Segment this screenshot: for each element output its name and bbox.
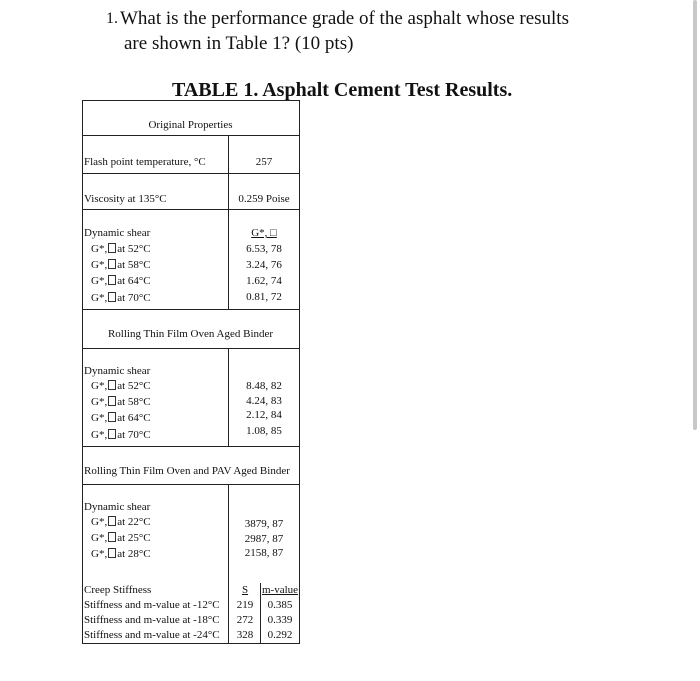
section-header-rtfo: Rolling Thin Film Oven Aged Binder xyxy=(107,328,274,340)
creep-s-header: S xyxy=(241,584,249,596)
table-title: TABLE 1. Asphalt Cement Test Results. xyxy=(172,79,513,101)
shear-row-label: G*, at 58°C xyxy=(91,259,151,271)
vertical-scrollbar[interactable] xyxy=(693,0,697,430)
rule xyxy=(83,446,299,447)
creep-row-m: 0.385 xyxy=(267,599,293,611)
shear-row-label: G*, at 64°C xyxy=(91,412,151,424)
creep-row-m: 0.339 xyxy=(267,614,293,626)
rule xyxy=(83,209,299,210)
delta-symbol-icon xyxy=(108,243,116,253)
creep-row-m: 0.292 xyxy=(267,629,293,641)
shear-row-label: G*, at 25°C xyxy=(91,532,151,544)
shear-row-label: G*, at 52°C xyxy=(91,380,151,392)
shear-row-value: 0.81, 72 xyxy=(246,291,282,303)
flash-value: 257 xyxy=(255,156,273,168)
shear-row-value: 2158, 87 xyxy=(244,547,284,559)
delta-symbol-icon xyxy=(108,548,116,558)
shear-row-label: G*, at 58°C xyxy=(91,396,151,408)
delta-symbol-icon xyxy=(108,429,116,439)
delta-symbol-icon xyxy=(108,380,116,390)
creep-row-label: Stiffness and m-value at -12°C xyxy=(84,599,220,611)
delta-symbol-icon xyxy=(108,396,116,406)
section-header-original: Original Properties xyxy=(148,119,233,131)
shear-row-label: G*, at 52°C xyxy=(91,243,151,255)
creep-m-header: m-value xyxy=(261,584,299,596)
gstar-column-header: G*, □ xyxy=(251,227,277,239)
shear-row-value: 1.08, 85 xyxy=(246,425,282,437)
creep-title: Creep Stiffness xyxy=(84,584,152,596)
results-table xyxy=(82,100,300,644)
shear-row-value: 2.12, 84 xyxy=(246,409,282,421)
delta-symbol-icon xyxy=(108,275,116,285)
shear-row-value: 6.53, 78 xyxy=(246,243,282,255)
rule xyxy=(83,309,299,310)
viscosity-value: 0.259 Poise xyxy=(238,193,290,205)
question-number: 1. xyxy=(106,10,118,27)
shear-title: Dynamic shear xyxy=(84,227,151,239)
delta-symbol-icon xyxy=(108,292,116,302)
question-line-2: are shown in Table 1? (10 pts) xyxy=(124,33,354,54)
shear-row-value: 3.24, 76 xyxy=(246,259,282,271)
shear-row-label: G*, at 64°C xyxy=(91,275,151,287)
rule xyxy=(83,135,299,136)
delta-symbol-icon xyxy=(108,259,116,269)
creep-row-label: Stiffness and m-value at -24°C xyxy=(84,629,220,641)
delta-symbol-icon xyxy=(108,412,116,422)
shear-row-label: G*, at 70°C xyxy=(91,429,151,441)
rule xyxy=(83,348,299,349)
shear-row-label: G*, at 28°C xyxy=(91,548,151,560)
shear-row-label: G*, at 70°C xyxy=(91,292,151,304)
delta-symbol-icon xyxy=(108,532,116,542)
creep-row-s: 219 xyxy=(236,599,254,611)
creep-row-label: Stiffness and m-value at -18°C xyxy=(84,614,220,626)
delta-symbol-icon xyxy=(108,516,116,526)
flash-label: Flash point temperature, °C xyxy=(84,156,206,168)
shear-row-value: 1.62, 74 xyxy=(246,275,282,287)
shear-row-label: G*, at 22°C xyxy=(91,516,151,528)
question-line-1: What is the performance grade of the asphalt whose results xyxy=(120,8,569,29)
rule xyxy=(83,173,299,174)
creep-row-s: 272 xyxy=(236,614,254,626)
shear-title: Dynamic shear xyxy=(84,365,151,377)
shear-row-value: 3879, 87 xyxy=(244,518,284,530)
viscosity-label: Viscosity at 135°C xyxy=(84,193,167,205)
shear-row-value: 4.24, 83 xyxy=(246,395,282,407)
section-header-pav: Rolling Thin Film Oven and PAV Aged Binder xyxy=(84,465,290,477)
rule xyxy=(83,484,299,485)
shear-row-value: 8.48, 82 xyxy=(246,380,282,392)
creep-row-s: 328 xyxy=(236,629,254,641)
shear-row-value: 2987, 87 xyxy=(244,533,284,545)
shear-title: Dynamic shear xyxy=(84,501,151,513)
